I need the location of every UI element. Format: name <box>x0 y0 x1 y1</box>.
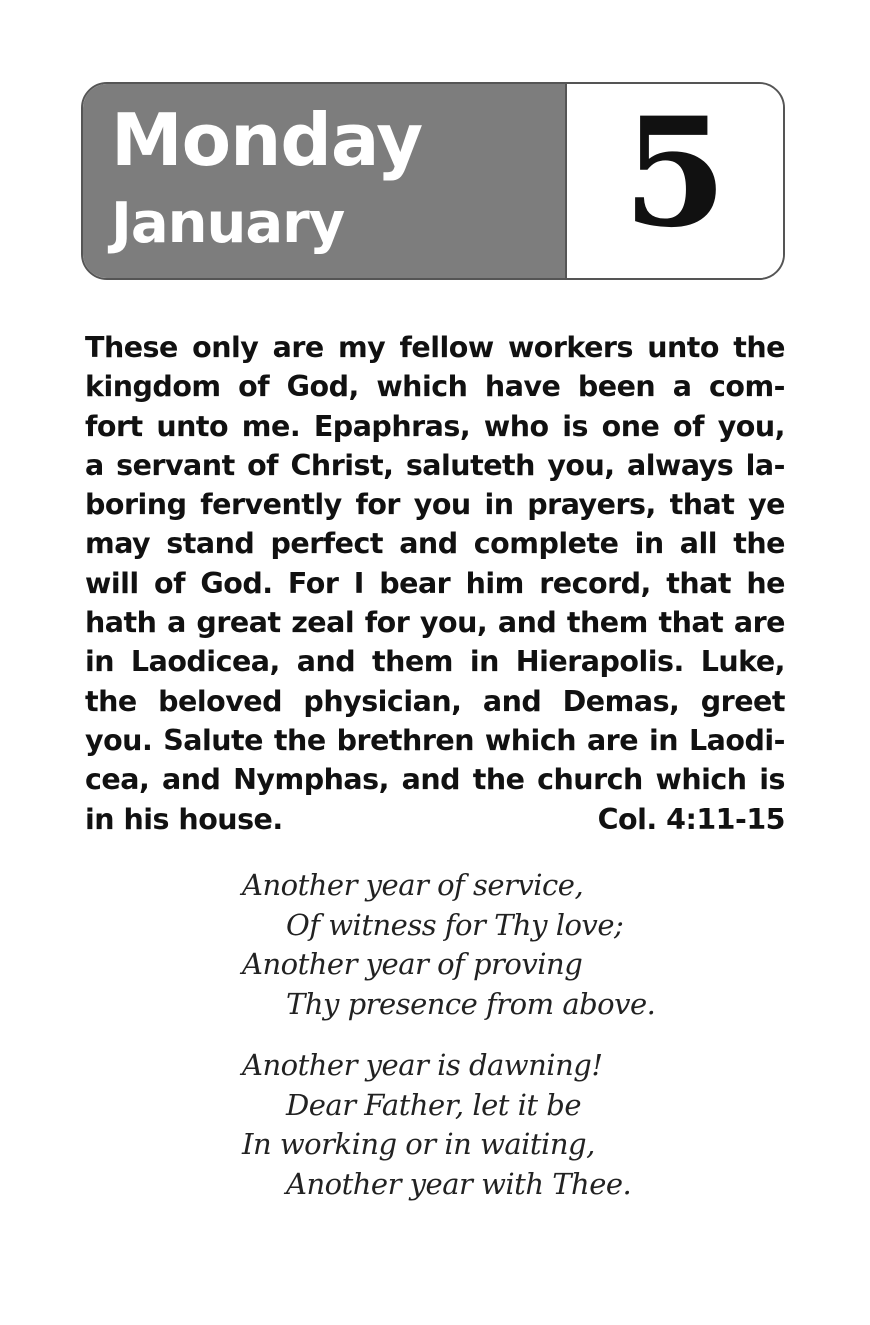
scripture-line: in his house. <box>85 802 283 836</box>
scripture-line: you. Salute the brethren which are in Laodi- <box>85 723 785 757</box>
poem-line: Another year is dawning! <box>242 1048 603 1082</box>
scripture-last-line <box>85 800 785 839</box>
poem <box>242 866 655 1226</box>
poem-line: Of witness for Thy love; <box>286 907 624 942</box>
poem-line: In working or in waiting, <box>242 1127 595 1161</box>
month-label: January <box>111 191 345 256</box>
date-label-panel <box>83 84 565 278</box>
scripture-passage <box>85 328 785 839</box>
date-header <box>81 82 785 280</box>
scripture-line: the beloved physician, and Demas, greet <box>85 684 785 718</box>
scripture-line: These only are my fellow workers unto the <box>85 331 785 364</box>
scripture-line: may stand perfect and complete in all the <box>85 527 785 561</box>
scripture-line: fort unto me. Epaphras, who is one of you, <box>85 409 785 443</box>
scripture-line: hath a great zeal for you, and them that are <box>85 606 785 640</box>
scripture-line: will of God. For I bear him record, that he <box>85 566 785 600</box>
poem-line: Another year with Thee. <box>286 1166 632 1201</box>
poem-line: Dear Father, let it be <box>286 1087 582 1122</box>
scripture-line: boring fervently for you in prayers, that ye <box>85 488 785 522</box>
day-number-panel <box>565 84 783 278</box>
scripture-line: in Laodicea, and them in Hierapolis. Luke, <box>85 645 785 679</box>
poem-line: Another year of proving <box>242 947 583 981</box>
weekday-label: Monday <box>111 98 423 182</box>
poem-line: Thy presence from above. <box>286 986 656 1021</box>
scripture-reference: Col. 4:11-15 <box>597 802 785 836</box>
scripture-line: cea, and Nymphas, and the church which is <box>85 763 785 797</box>
poem-line: Another year of service, <box>242 868 584 902</box>
poem-stanza <box>242 866 655 1024</box>
scripture-line: a servant of Christ, saluteth you, always la- <box>85 448 785 482</box>
poem-stanza <box>242 1046 655 1204</box>
scripture-line: kingdom of God, which have been a com- <box>85 370 785 404</box>
day-number: 5 <box>622 85 728 261</box>
